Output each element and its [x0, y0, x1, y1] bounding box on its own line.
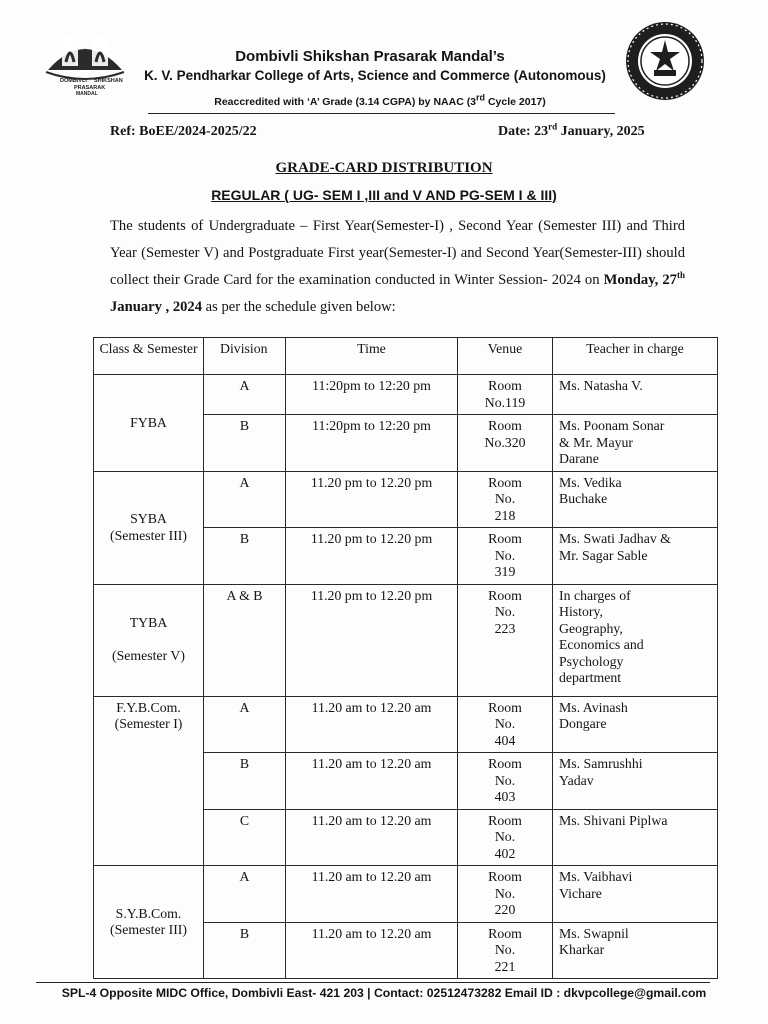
- table-row: [94, 696, 718, 753]
- teacher-line: Ms. Shivani Piplwa: [559, 812, 668, 828]
- venue-line: No.: [494, 772, 516, 788]
- venue-line: Room: [488, 756, 522, 771]
- division-cell: B: [204, 753, 286, 810]
- teacher-line: department: [559, 670, 622, 685]
- teacher-cell: [553, 922, 718, 979]
- class-line: FYBA: [130, 414, 167, 430]
- page-subtitle: REGULAR ( UG- SEM I ,III and V AND PG-SEM I & III): [211, 187, 557, 203]
- intro-paragraph: [110, 213, 685, 321]
- venue-line: No.: [494, 716, 516, 731]
- venue-line: Room: [488, 869, 522, 884]
- dsp-mandal-logo-icon: [40, 18, 130, 108]
- class-cell: [94, 375, 204, 472]
- teacher-cell: [553, 696, 718, 753]
- venue-cell: [458, 809, 553, 866]
- teacher-line: In charges of: [559, 587, 631, 603]
- intro-text-end: as per the schedule given below:: [202, 299, 396, 315]
- teacher-cell: [553, 375, 718, 415]
- time-cell: 11.20 pm to 12.20 pm: [286, 471, 458, 528]
- class-line: [98, 632, 199, 649]
- time-cell: 11.20 pm to 12.20 pm: [286, 528, 458, 585]
- time-cell: 11.20 am to 12.20 am: [286, 696, 458, 753]
- intro-date-sup: th: [676, 270, 685, 281]
- accreditation-sup: rd: [476, 92, 486, 103]
- page-title: GRADE-CARD DISTRIBUTION: [275, 160, 493, 176]
- footer-divider: [36, 982, 710, 983]
- accreditation-text-end: Cycle 2017): [485, 96, 546, 108]
- venue-line: Room: [488, 378, 522, 393]
- teacher-line: Buchake: [559, 491, 608, 506]
- class-cell: [94, 471, 204, 584]
- class-line: (Semester III): [110, 527, 187, 543]
- teacher-line: Darane: [559, 451, 599, 466]
- teacher-cell: [553, 584, 718, 696]
- venue-line: No.: [494, 547, 516, 563]
- teacher-line: Ms. Swapnil: [559, 925, 629, 941]
- footer-address: SPL-4 Opposite MIDC Office, Dombivli East- 421 203 | Contact: 02512473282 Email ID : dkvpcollege@gmail.com: [61, 986, 707, 1000]
- venue-line: Room: [488, 925, 522, 941]
- class-line: (Semester III): [110, 922, 187, 937]
- header-class: Class & Semester: [94, 338, 204, 375]
- logo-text-prasarak: PRASARAK: [74, 85, 106, 91]
- date-text: Date: 23: [498, 124, 549, 139]
- table-row: [94, 471, 718, 528]
- teacher-line: Psychology: [559, 653, 624, 669]
- table-row: [94, 375, 718, 415]
- table-header-row: [94, 338, 718, 375]
- venue-cell: [458, 866, 553, 923]
- accreditation-text: Reaccredited with ‘A’ Grade (3.14 CGPA) by NAAC (3: [214, 96, 477, 108]
- header-divider: [148, 113, 615, 114]
- venue-line: Room: [488, 531, 522, 546]
- teacher-line: Ms. Vedika: [559, 474, 622, 490]
- venue-line: Room: [488, 699, 522, 715]
- time-cell: 11.20 am to 12.20 am: [286, 753, 458, 810]
- teacher-line: Dongare: [559, 716, 607, 731]
- venue-line: 402: [494, 845, 516, 861]
- distribution-schedule-table: [93, 337, 718, 979]
- time-cell: 11.20 am to 12.20 am: [286, 922, 458, 979]
- division-cell: A: [204, 471, 286, 528]
- header-division: Division: [204, 338, 286, 375]
- teacher-line: Ms. Samrushhi: [559, 756, 643, 771]
- org-name: Dombivli Shikshan Prasarak Mandal’s: [235, 48, 505, 65]
- table-row: [94, 866, 718, 923]
- division-cell: C: [204, 809, 286, 866]
- teacher-line: Ms. Swati Jadhav &: [559, 531, 671, 546]
- venue-line: Room: [488, 587, 522, 603]
- venue-cell: [458, 528, 553, 585]
- intro-text: The students of Undergraduate – First Year(Semester-I) , Second Year (Semester III) and Third Year (Semester V) and Postgraduate First year(Semester-I) and Second Year(Semester-III) should collect their Grade Card for the examination conducted in Winter Session- 2024 on: [110, 218, 685, 288]
- division-cell: A: [204, 375, 286, 415]
- teacher-line: Vichare: [559, 885, 602, 901]
- venue-line: 319: [494, 564, 516, 579]
- reference-number: Ref: BoEE/2024-2025/22: [110, 124, 257, 139]
- division-cell: B: [204, 528, 286, 585]
- venue-line: No.: [494, 491, 516, 506]
- header-venue: Venue: [458, 338, 553, 375]
- teacher-line: Ms. Avinash: [559, 699, 628, 715]
- header-teacher: Teacher in charge: [553, 338, 718, 375]
- venue-cell: [458, 696, 553, 753]
- venue-line: 404: [494, 732, 516, 748]
- header-time: Time: [286, 338, 458, 375]
- teacher-line: Yadav: [559, 772, 594, 788]
- class-line: (Semester V): [112, 648, 185, 664]
- venue-line: No.: [494, 885, 516, 901]
- class-cell: [94, 584, 204, 696]
- intro-date-text: Monday, 27: [603, 272, 677, 288]
- venue-cell: [458, 584, 553, 696]
- teacher-cell: [553, 866, 718, 923]
- logo-text-mandal: MANDAL: [76, 91, 98, 97]
- teacher-line: History,: [559, 604, 603, 619]
- logo-text-shikshan: SHIKSHAN: [94, 78, 123, 84]
- teacher-line: Ms. Natasha V.: [559, 378, 643, 393]
- teacher-line: Kharkar: [559, 942, 605, 957]
- teacher-cell: [553, 528, 718, 585]
- venue-line: 220: [494, 902, 516, 917]
- venue-line: 403: [494, 789, 516, 804]
- teacher-cell: [553, 415, 718, 472]
- class-line: F.Y.B.Com.: [116, 699, 181, 715]
- document-date: [498, 121, 645, 140]
- division-cell: B: [204, 415, 286, 472]
- venue-cell: [458, 375, 553, 415]
- class-line: TYBA: [129, 615, 168, 631]
- venue-line: 223: [494, 620, 516, 636]
- date-text-end: January, 2025: [557, 124, 645, 139]
- class-cell: [94, 866, 204, 979]
- teacher-line: & Mr. Mayur: [559, 434, 633, 450]
- intro-date-text-end: January , 2024: [110, 299, 203, 315]
- venue-line: 218: [494, 507, 516, 523]
- time-cell: 11.20 am to 12.20 am: [286, 809, 458, 866]
- teacher-cell: [553, 471, 718, 528]
- accreditation-line: [150, 92, 610, 108]
- date-sup: rd: [548, 121, 558, 132]
- teacher-line: Geography,: [559, 620, 623, 636]
- teacher-line: Mr. Sagar Sable: [559, 547, 648, 563]
- venue-cell: [458, 471, 553, 528]
- teacher-cell: [553, 809, 718, 866]
- table-row: [94, 584, 718, 696]
- venue-line: Room: [488, 418, 522, 433]
- time-cell: 11.20 pm to 12.20 pm: [286, 584, 458, 696]
- time-cell: 11.20 am to 12.20 am: [286, 866, 458, 923]
- venue-line: No.: [494, 829, 516, 844]
- class-line: S.Y.B.Com.: [115, 905, 182, 921]
- division-cell: A: [204, 696, 286, 753]
- division-cell: A: [204, 866, 286, 923]
- venue-line: Room: [488, 474, 522, 490]
- class-cell: [94, 696, 204, 866]
- teacher-cell: [553, 753, 718, 810]
- college-name: K. V. Pendharkar College of Arts, Science and Commerce (Autonomous): [144, 68, 606, 83]
- time-cell: 11:20pm to 12:20 pm: [286, 415, 458, 472]
- venue-cell: [458, 415, 553, 472]
- venue-line: No.119: [484, 394, 526, 410]
- teacher-line: Economics and: [559, 637, 644, 652]
- logo-text-dombivli: DOMBIVLI: [60, 78, 87, 84]
- teacher-line: Ms. Poonam Sonar: [559, 418, 665, 433]
- teacher-line: Ms. Vaibhavi: [559, 869, 633, 884]
- table-body: [94, 375, 718, 979]
- class-line: (Semester I): [114, 716, 183, 731]
- venue-cell: [458, 922, 553, 979]
- venue-line: No.320: [484, 434, 526, 450]
- venue-line: No.: [494, 942, 516, 957]
- division-cell: B: [204, 922, 286, 979]
- class-line: SYBA: [130, 511, 167, 526]
- venue-line: No.: [494, 604, 516, 619]
- time-cell: 11:20pm to 12:20 pm: [286, 375, 458, 415]
- venue-line: 221: [494, 958, 516, 974]
- division-cell: A & B: [204, 584, 286, 696]
- venue-cell: [458, 753, 553, 810]
- college-seal-icon: [624, 20, 706, 102]
- venue-line: Room: [488, 812, 522, 828]
